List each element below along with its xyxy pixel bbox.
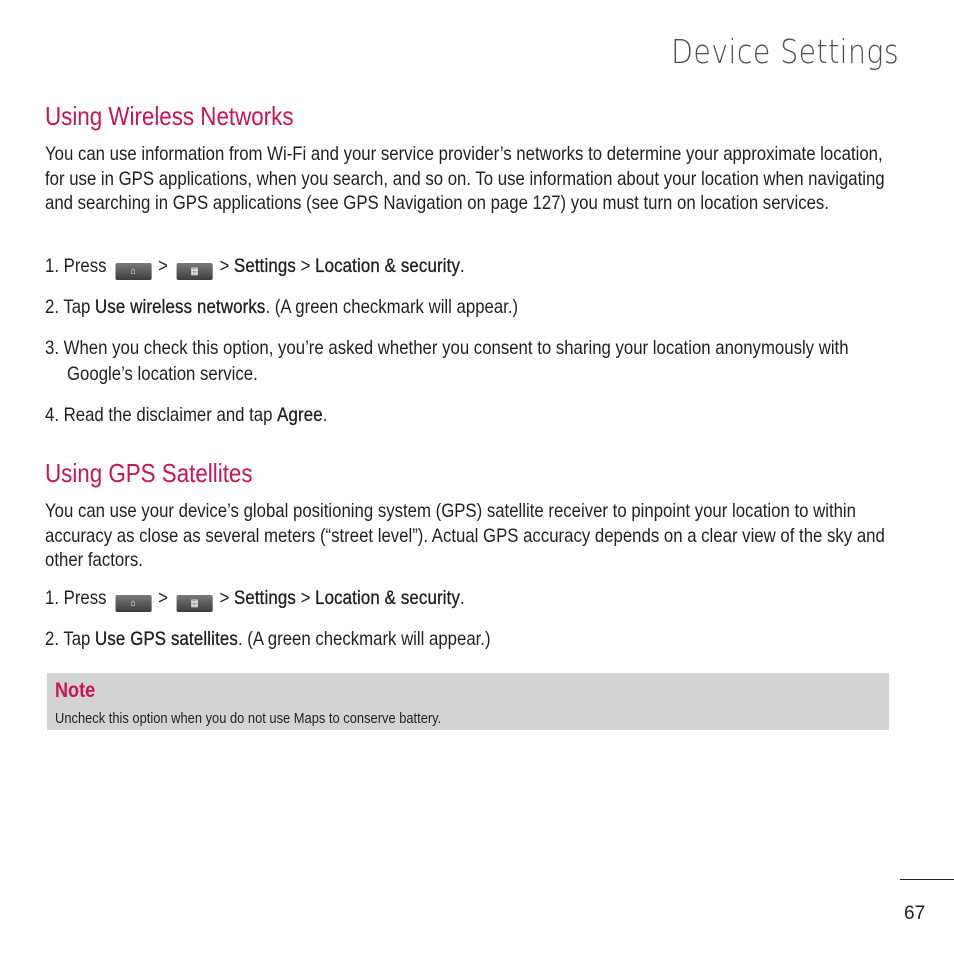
section-intro-wireless: You can use information from Wi-Fi and your service provider’s networks to determine your approximate location, for use in GPS applications, when you search, and so on. To use information about your location when navigating and searching in GPS applications (see GPS Navigation on page 127) you must turn on location services. bbox=[45, 143, 885, 214]
gps-step-2 bbox=[45, 628, 491, 651]
gps-step-1 bbox=[45, 587, 465, 612]
footer-divider bbox=[900, 879, 954, 880]
note-text: Uncheck this option when you do not use Maps to conserve battery. bbox=[55, 710, 442, 727]
separator: > bbox=[158, 587, 168, 609]
step-text: 2. Tap bbox=[45, 628, 91, 650]
step-text: 4. Read the disclaimer and tap bbox=[45, 404, 273, 426]
separator: > bbox=[219, 587, 230, 609]
note-box bbox=[47, 673, 889, 730]
use-gps-satellites-label: Use GPS satellites bbox=[95, 628, 238, 650]
page-title: Device Settings bbox=[671, 32, 899, 71]
step-text: 1. Press bbox=[45, 255, 107, 277]
step-end: . bbox=[322, 404, 328, 426]
wireless-step-3-cont: Google’s location service. bbox=[67, 363, 258, 385]
step-end: . bbox=[460, 587, 465, 609]
location-security-label: Location & security bbox=[315, 587, 461, 609]
menu-key-icon: ▦ bbox=[177, 595, 213, 612]
separator: > bbox=[158, 255, 168, 277]
section-heading-wireless: Using Wireless Networks bbox=[45, 101, 294, 131]
menu-key-icon: ▦ bbox=[177, 263, 213, 280]
wireless-step-1 bbox=[45, 255, 465, 280]
section-intro-gps: You can use your device’s global positioning system (GPS) satellite receiver to pinpoint your location to within accuracy as close as several meters (“street level”). Actual GPS accuracy depends on a clear view of the sky and other factors. bbox=[45, 500, 885, 571]
home-key-icon: ⌂ bbox=[115, 595, 151, 612]
wireless-step-4 bbox=[45, 404, 327, 427]
step-text: . (A green checkmark will appear.) bbox=[237, 628, 491, 650]
settings-label: Settings bbox=[233, 255, 296, 277]
agree-label: Agree bbox=[277, 404, 323, 426]
separator: > bbox=[219, 255, 230, 277]
separator: > bbox=[300, 587, 311, 609]
step-text: . (A green checkmark will appear.) bbox=[265, 296, 519, 318]
note-title: Note bbox=[55, 679, 96, 702]
wireless-step-3: 3. When you check this option, you’re asked whether you consent to sharing your location anonymously with bbox=[45, 337, 849, 359]
use-wireless-networks-label: Use wireless networks bbox=[95, 296, 266, 318]
wireless-step-2 bbox=[45, 296, 518, 319]
step-text: 2. Tap bbox=[45, 296, 91, 318]
step-end: . bbox=[460, 255, 465, 277]
location-security-label: Location & security bbox=[315, 255, 461, 277]
page-number: 67 bbox=[904, 903, 926, 924]
step-text: 1. Press bbox=[45, 587, 107, 609]
settings-label: Settings bbox=[233, 587, 296, 609]
home-key-icon: ⌂ bbox=[115, 263, 151, 280]
separator: > bbox=[300, 255, 311, 277]
section-heading-gps: Using GPS Satellites bbox=[45, 458, 253, 488]
